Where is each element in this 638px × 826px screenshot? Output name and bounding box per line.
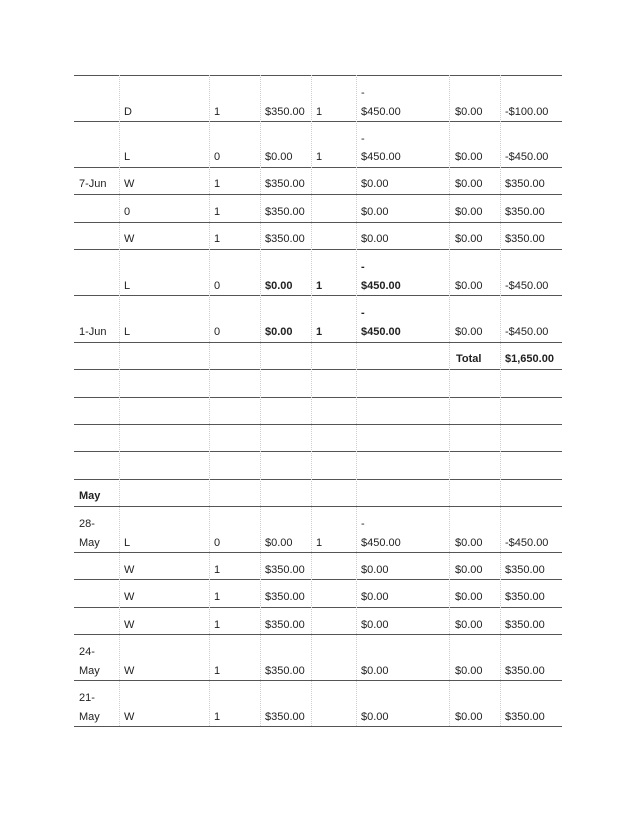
amount-cell: $350.00 bbox=[265, 233, 305, 245]
amount-cell: $0.00 bbox=[455, 537, 483, 549]
net-cell: -$100.00 bbox=[505, 106, 549, 118]
row-divider bbox=[74, 424, 562, 425]
net-cell: $350.00 bbox=[505, 711, 545, 723]
row-divider bbox=[74, 552, 562, 553]
amount-cell: $350.00 bbox=[265, 619, 305, 631]
row-divider bbox=[74, 194, 562, 195]
count-cell: 1 bbox=[214, 564, 221, 576]
row-divider bbox=[74, 607, 562, 608]
amount-cell: $0.00 bbox=[361, 206, 389, 218]
count-cell: 0 bbox=[214, 537, 221, 549]
row-divider bbox=[74, 167, 562, 168]
net-cell: $350.00 bbox=[505, 619, 545, 631]
result-cell: D bbox=[124, 106, 132, 118]
result-cell: 0 bbox=[124, 206, 131, 218]
amount-cell: $0.00 bbox=[265, 280, 293, 292]
column-separator bbox=[119, 75, 120, 726]
row-divider bbox=[74, 451, 562, 452]
row-divider bbox=[74, 579, 562, 580]
net-cell: -$450.00 bbox=[505, 151, 549, 163]
count-cell: 0 bbox=[214, 326, 221, 338]
amount-cell: $0.00 bbox=[455, 665, 483, 677]
count-cell: 1 bbox=[214, 591, 221, 603]
amount-cell: $0.00 bbox=[455, 151, 483, 163]
date-cell: May bbox=[79, 537, 100, 549]
result-cell: W bbox=[124, 591, 135, 603]
column-separator bbox=[209, 75, 210, 726]
amount-cell: $450.00 bbox=[361, 151, 401, 163]
amount-cell: $450.00 bbox=[361, 106, 401, 118]
date-cell: May bbox=[79, 711, 100, 723]
net-cell: $350.00 bbox=[505, 564, 545, 576]
count-cell: 1 bbox=[214, 233, 221, 245]
amount-cell: $350.00 bbox=[265, 206, 305, 218]
net-cell: -$450.00 bbox=[505, 326, 549, 338]
row-divider bbox=[74, 342, 562, 343]
count-cell: 1 bbox=[316, 537, 323, 549]
row-divider bbox=[74, 680, 562, 681]
result-cell: L bbox=[124, 326, 131, 338]
amount-cell: $450.00 bbox=[361, 280, 401, 292]
row-divider bbox=[74, 506, 562, 507]
amount-cell: $0.00 bbox=[361, 711, 389, 723]
count-cell: 1 bbox=[214, 619, 221, 631]
net-cell: $350.00 bbox=[505, 233, 545, 245]
row-divider bbox=[74, 479, 562, 480]
amount-cell: $0.00 bbox=[455, 326, 483, 338]
count-cell: 1 bbox=[214, 106, 221, 118]
amount-cell: $0.00 bbox=[455, 619, 483, 631]
amount-cell: $450.00 bbox=[361, 537, 401, 549]
negative-sign: - bbox=[361, 133, 365, 145]
amount-cell: $0.00 bbox=[361, 619, 389, 631]
date-cell: 7-Jun bbox=[79, 178, 107, 190]
date-cell: 28- bbox=[79, 518, 95, 530]
net-cell: -$450.00 bbox=[505, 537, 549, 549]
count-cell: 1 bbox=[316, 280, 323, 292]
amount-cell: $350.00 bbox=[265, 178, 305, 190]
amount-cell: $0.00 bbox=[265, 326, 293, 338]
negative-sign: - bbox=[361, 307, 365, 319]
column-separator bbox=[260, 75, 261, 726]
amount-cell: $350.00 bbox=[265, 665, 305, 677]
net-cell: $350.00 bbox=[505, 178, 545, 190]
result-cell: L bbox=[124, 537, 131, 549]
column-separator bbox=[311, 75, 312, 726]
result-cell: W bbox=[124, 665, 135, 677]
column-separator bbox=[500, 75, 501, 726]
total-value: $1,650.00 bbox=[505, 353, 554, 365]
row-divider bbox=[74, 222, 562, 223]
row-divider bbox=[74, 249, 562, 250]
row-divider bbox=[74, 75, 562, 76]
amount-cell: $0.00 bbox=[455, 711, 483, 723]
amount-cell: $350.00 bbox=[265, 591, 305, 603]
result-cell: L bbox=[124, 151, 131, 163]
total-label: Total bbox=[456, 353, 482, 365]
column-separator bbox=[356, 75, 357, 726]
net-cell: $350.00 bbox=[505, 206, 545, 218]
amount-cell: $0.00 bbox=[455, 178, 483, 190]
row-divider bbox=[74, 295, 562, 296]
count-cell: 1 bbox=[316, 326, 323, 338]
amount-cell: $0.00 bbox=[455, 564, 483, 576]
amount-cell: $0.00 bbox=[361, 233, 389, 245]
date-cell: May bbox=[79, 665, 100, 677]
negative-sign: - bbox=[361, 261, 365, 273]
negative-sign: - bbox=[361, 518, 365, 530]
date-cell: 24- bbox=[79, 646, 95, 658]
date-cell: 21- bbox=[79, 692, 95, 704]
amount-cell: $0.00 bbox=[455, 233, 483, 245]
count-cell: 0 bbox=[214, 280, 221, 292]
section-label-may: May bbox=[79, 490, 101, 502]
row-divider bbox=[74, 397, 562, 398]
result-cell: W bbox=[124, 711, 135, 723]
negative-sign: - bbox=[361, 87, 365, 99]
amount-cell: $0.00 bbox=[361, 564, 389, 576]
amount-cell: $450.00 bbox=[361, 326, 401, 338]
row-divider bbox=[74, 726, 562, 727]
row-divider bbox=[74, 369, 562, 370]
count-cell: 1 bbox=[214, 206, 221, 218]
net-cell: $350.00 bbox=[505, 665, 545, 677]
result-cell: W bbox=[124, 619, 135, 631]
amount-cell: $0.00 bbox=[455, 591, 483, 603]
count-cell: 0 bbox=[214, 151, 221, 163]
result-cell: L bbox=[124, 280, 131, 292]
date-cell: 1-Jun bbox=[79, 326, 107, 338]
amount-cell: $0.00 bbox=[455, 280, 483, 292]
amount-cell: $0.00 bbox=[265, 537, 293, 549]
amount-cell: $0.00 bbox=[361, 665, 389, 677]
amount-cell: $0.00 bbox=[361, 591, 389, 603]
row-divider bbox=[74, 634, 562, 635]
amount-cell: $0.00 bbox=[265, 151, 293, 163]
net-cell: $350.00 bbox=[505, 591, 545, 603]
amount-cell: $350.00 bbox=[265, 106, 305, 118]
net-cell: -$450.00 bbox=[505, 280, 549, 292]
count-cell: 1 bbox=[316, 151, 323, 163]
result-cell: W bbox=[124, 178, 135, 190]
count-cell: 1 bbox=[214, 711, 221, 723]
amount-cell: $0.00 bbox=[455, 206, 483, 218]
amount-cell: $0.00 bbox=[361, 178, 389, 190]
result-cell: W bbox=[124, 564, 135, 576]
amount-cell: $350.00 bbox=[265, 564, 305, 576]
row-divider bbox=[74, 121, 562, 122]
result-cell: W bbox=[124, 233, 135, 245]
column-separator bbox=[449, 75, 450, 726]
count-cell: 1 bbox=[214, 665, 221, 677]
amount-cell: $0.00 bbox=[455, 106, 483, 118]
amount-cell: $350.00 bbox=[265, 711, 305, 723]
count-cell: 1 bbox=[214, 178, 221, 190]
count-cell: 1 bbox=[316, 106, 323, 118]
